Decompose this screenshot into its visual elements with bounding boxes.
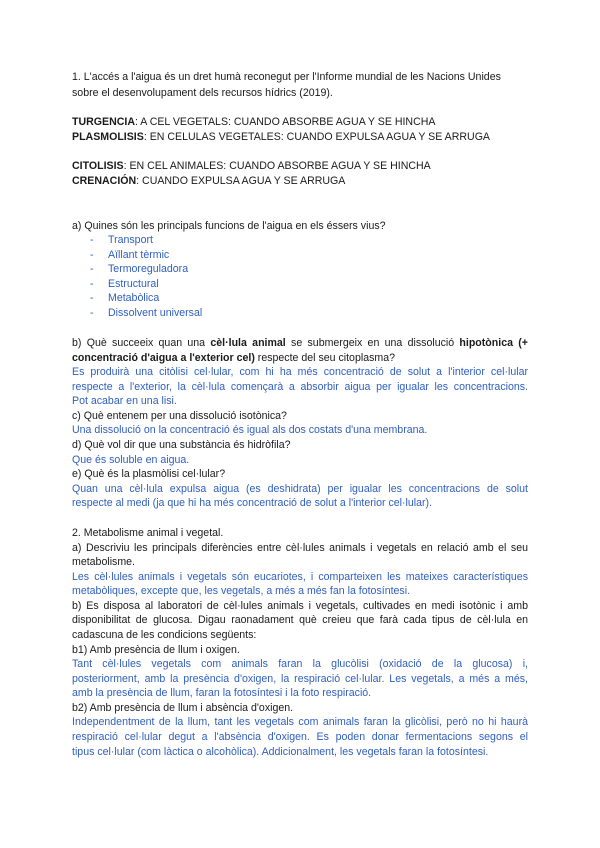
section-2-title: 2. Metabolisme animal i vegetal. [72, 527, 224, 539]
definition-text: : EN CEL ANIMALES: CUANDO ABSORBE AGUA Y SE HINCHA [123, 160, 431, 172]
question-bold: concentració d'aigua a l'exterior cel) [72, 352, 255, 364]
answer-b2-line-3: tipus cel·lular (com làctica o alcohòlica). Addicionalment, les vegetals faran la fotosíntesi. [72, 746, 489, 758]
definition-term: CRENACIÓN [72, 175, 137, 187]
definition-text: : EN CELULAS VEGETALES: CUANDO EXPULSA AGUA Y SE ARRUGA [143, 131, 491, 143]
answer-d: Que és soluble en aigua. [72, 454, 190, 466]
section-2-question-a-line-1: a) Descriviu les principals diferències entre cèl·lules animals i vegetals en relació amb el seu [72, 542, 528, 554]
definition-plasmolisis [72, 130, 490, 144]
definition-text: : A CEL VEGETALS: CUANDO ABSORBE AGUA Y SE HINCHA [134, 116, 436, 128]
definition-term: PLASMOLISIS [72, 131, 144, 143]
bullet-dash: - [90, 234, 94, 246]
question-text: se submergeix en una dissolució [285, 337, 460, 349]
definition-crenacion [72, 174, 345, 188]
definition-term: CITOLISIS [72, 160, 124, 172]
question-b1: b1) Amb presència de llum i oxigen. [72, 644, 240, 656]
question-b2: b2) Amb presència de llum i absència d'oxigen. [72, 702, 294, 714]
definition-text: : CUANDO EXPULSA AGUA Y SE ARRUGA [136, 175, 346, 187]
bullet-item: Termoreguladora [108, 263, 189, 275]
answer-e-line-1: Quan una cèl·lula expulsa aigua (es deshidrata) per igualar les concentracions de solut [72, 483, 528, 495]
question-text: b) Què succeeix quan una [72, 337, 211, 349]
answer-b2-line-2: respiració cel·lular degut a l'absència d'oxigen. Es poden donar fermentacions segons el [72, 731, 528, 743]
question-b-line-2 [72, 351, 395, 365]
question-c: c) Què entenem per una dissolució isotònica? [72, 410, 287, 422]
bullet-dash: - [90, 278, 94, 290]
section-2-question-b-line-2: disponibilitat de glucosa. Digau raonadament què creieu que farà cada tipus de cèl·lula en [72, 614, 528, 626]
question-d: d) Què vol dir que una substància és hidròfila? [72, 439, 291, 451]
bullet-dash: - [90, 263, 94, 275]
answer-c: Una dissolució on la concentració és igual als dos costats d'una membrana. [72, 424, 428, 436]
question-b-line-1 [72, 336, 528, 350]
question-bold: cèl·lula animal [210, 337, 286, 349]
definition-term: TURGENCIA [72, 116, 135, 128]
bullet-dash: - [90, 292, 94, 304]
question-e: e) Què és la plasmòlisi cel·lular? [72, 468, 226, 480]
bullet-item: Estructural [108, 278, 159, 290]
definition-citolisis [72, 159, 431, 173]
section-2-answer-a-line-1: Les cèl·lules animals i vegetals són eucariotes, i comparteixen les mateixes característiques [72, 571, 528, 583]
section-2-question-b-line-3: cadascuna de les condicions següents: [72, 629, 257, 641]
section-2-question-b-line-1: b) Es disposa al laboratori de cèl·lules animals i vegetals, cultivades en medi isotònic i amb [72, 600, 528, 612]
answer-b1-line-1: Tant cèl·lules vegetals com animals faran la glucòlisi (oxidació de la glucosa) i, [72, 658, 528, 670]
answer-b2-line-1: Independentment de la llum, tant les vegetals com animals faran la glicòlisi, però no hi haurà [72, 716, 528, 728]
intro-line-2: sobre el desenvolupament dels recursos hídrics (2019). [72, 87, 333, 99]
intro-line-1: 1. L'accés a l'aigua és un dret humà reconegut per l'Informe mundial de les Nacions Unides [72, 71, 501, 83]
answer-b-line-2: respecte a l'exterior, la cèl·lula començarà a absorbir aigua per igualar les concentracions. [72, 381, 528, 393]
bullet-item: Metabòlica [108, 292, 160, 304]
question-bold: hipotònica (+ [459, 337, 528, 349]
question-text: respecte del seu citoplasma? [254, 352, 395, 364]
answer-b1-line-3: amb la presència de llum, faran la fotosíntesi i la foto respiració. [72, 687, 372, 699]
bullet-item: Aïllant tèrmic [108, 249, 170, 261]
answer-e-line-2: respecte al medi (ja que hi ha més concentració de solut a l'interior cel·lular). [72, 497, 433, 509]
answer-b-line-1: Es produirà una citòlisi cel·lular, com hi ha més concentració de solut a l'interior cel·lular [72, 366, 528, 378]
section-2-answer-a-line-2: metabòliques, excepte que, les vegetals, a més a més fan la fotosíntesi. [72, 585, 411, 597]
question-a: a) Quines són les principals funcions de l'aigua en els éssers vius? [72, 220, 386, 232]
bullet-dash: - [90, 307, 94, 319]
definition-turgencia [72, 115, 435, 129]
bullet-item: Transport [108, 234, 153, 246]
answer-b-line-3: Pot acabar en una lisi. [72, 395, 177, 407]
section-2-question-a-line-2: metabolisme. [72, 556, 135, 568]
answer-b1-line-2: posteriorment, amb la presència d'oxigen, la respiració cel·lular. Les vegetals, a més a més, [72, 673, 528, 685]
bullet-item: Dissolvent universal [108, 307, 203, 319]
bullet-dash: - [90, 249, 94, 261]
